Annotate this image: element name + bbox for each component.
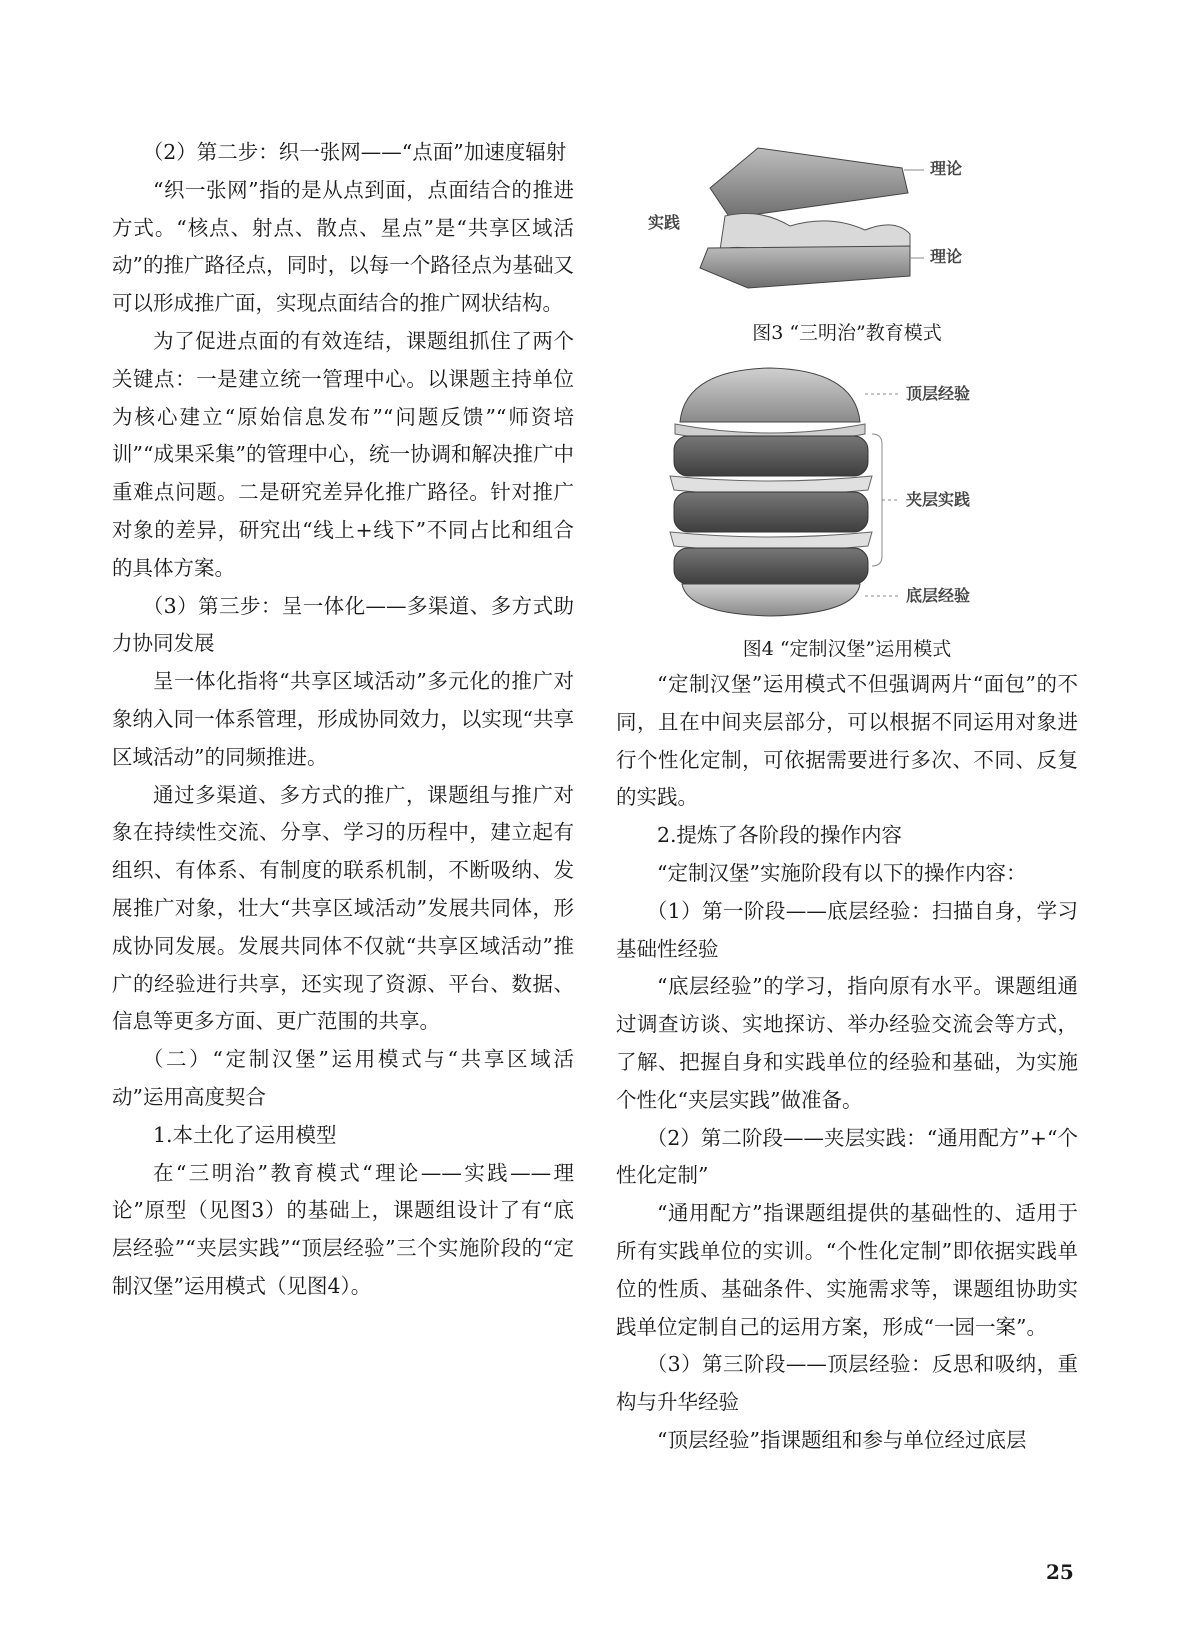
paragraph: （二）“定制汉堡”运用模式与“共享区域活动”运用高度契合 (112, 1047, 574, 1109)
figure-4-label-top: 顶层经验 (906, 384, 971, 403)
figure-3-sandwich (640, 138, 1020, 308)
paragraph: “底层经验”的学习，指向原有水平。课题组通过调查访谈、实地探访、举办经验交流会等方式，了解、把握自身和实践单位的经验和基础，为实施个性化“夹层实践”做准备。 (616, 974, 1078, 1112)
paragraph: （1）第一阶段——底层经验：扫描自身，学习基础性经验 (616, 898, 1078, 961)
figure-3-label-middle: 实践 (648, 213, 681, 232)
paragraph: （2）第二步：织一张网——“点面”加速度辐射 (142, 140, 567, 164)
figure-4-label-middle: 夹层实践 (906, 490, 971, 509)
burger-patty-1 (674, 436, 868, 476)
figure-3-label-top: 理论 (930, 159, 963, 178)
burger-patty-3 (674, 548, 868, 584)
page-number: 25 (1046, 1560, 1074, 1584)
paragraph: 1.本土化了运用模型 (153, 1122, 337, 1147)
paragraph: 通过多渠道、多方式的推广，课题组与推广对象在持续性交流、分享、学习的历程中，建立起有组织、有体系、有制度的联系机制，不断吸纳、发展推广对象，壮大“共享区域活动”发展共同体，形成协同发展。发展共同体不仅就“共享区域活动”推广的经验进行共享，还实现了资源、平台、数据、信息等更多方面、更广范围的共享。 (112, 782, 574, 1034)
sandwich-bottom-bread (700, 246, 910, 288)
figure-4-burger (660, 364, 1060, 628)
paragraph: （2）第二阶段——夹层实践：“通用配方”+“个性化定制” (616, 1125, 1078, 1188)
burger-top-bun (680, 368, 860, 422)
paragraph: 为了促进点面的有效连结，课题组抓住了两个关键点：一是建立统一管理中心。以课题主持单位为核心建立“原始信息发布”“问题反馈”“师资培训”“成果采集”的管理中心，统一协调和解决推广中重难点问题。二是研究差异化推广路径。针对推广对象的差异，研究出“线上+线下”不同占比和组合的具体方案。 (112, 328, 574, 580)
paragraph: （3）第三阶段——顶层经验：反思和吸纳，重构与升华经验 (616, 1352, 1078, 1415)
paragraph: “定制汉堡”实施阶段有以下的操作内容： (657, 860, 1027, 885)
paragraph: （3）第三步：呈一体化——多渠道、多方式助力协同发展 (112, 593, 574, 656)
figure-4-caption: 图4 “定制汉堡”运用模式 (742, 638, 952, 660)
paragraph: “通用配方”指课题组提供的基础性的、适用于所有实践单位的实训。“个性化定制”即依据实践单位的性质、基础条件、实施需求等，课题组协助实践单位定制自己的运用方案，形成“一园一案”。 (616, 1201, 1078, 1339)
figure-3-label-bottom: 理论 (930, 247, 963, 266)
left-column (112, 134, 574, 1306)
sandwich-top-bread (710, 148, 908, 218)
paragraph: “定制汉堡”运用模式不但强调两片“面包”的不同，且在中间夹层部分，可以根据不同运用对象进行个性化定制，可依据需要进行多次、不同、反复的实践。 (616, 672, 1078, 810)
paragraph: 呈一体化指将“共享区域活动”多元化的推广对象纳入同一体系管理，形成协同效力，以实现“共享区域活动”的同频推进。 (112, 669, 574, 769)
burger-bottom-bun (682, 584, 860, 616)
figure-4-label-bottom: 底层经验 (906, 586, 971, 605)
paragraph: 在“三明治”教育模式“理论——实践——理论”原型（见图3）的基础上，课题组设计了有“底层经验”“夹层实践”“顶层经验”三个实施阶段的“定制汉堡”运用模式（见图4）。 (112, 1160, 574, 1298)
paragraph: “织一张网”指的是从点到面，点面结合的推进方式。“核点、射点、散点、星点”是“共享区域活动”的推广路径点，同时，以每一个路径点为基础又可以形成推广面，实现点面结合的推广网状结构。 (112, 177, 574, 316)
figure-3-caption: 图3 “三明治”教育模式 (752, 322, 942, 344)
burger-patty-2 (674, 492, 868, 532)
paragraph: 2.提炼了各阶段的操作内容 (657, 823, 903, 848)
right-column (616, 666, 1078, 1460)
paragraph: “顶层经验”指课题组和参与单位经过底层 (657, 1427, 1027, 1452)
